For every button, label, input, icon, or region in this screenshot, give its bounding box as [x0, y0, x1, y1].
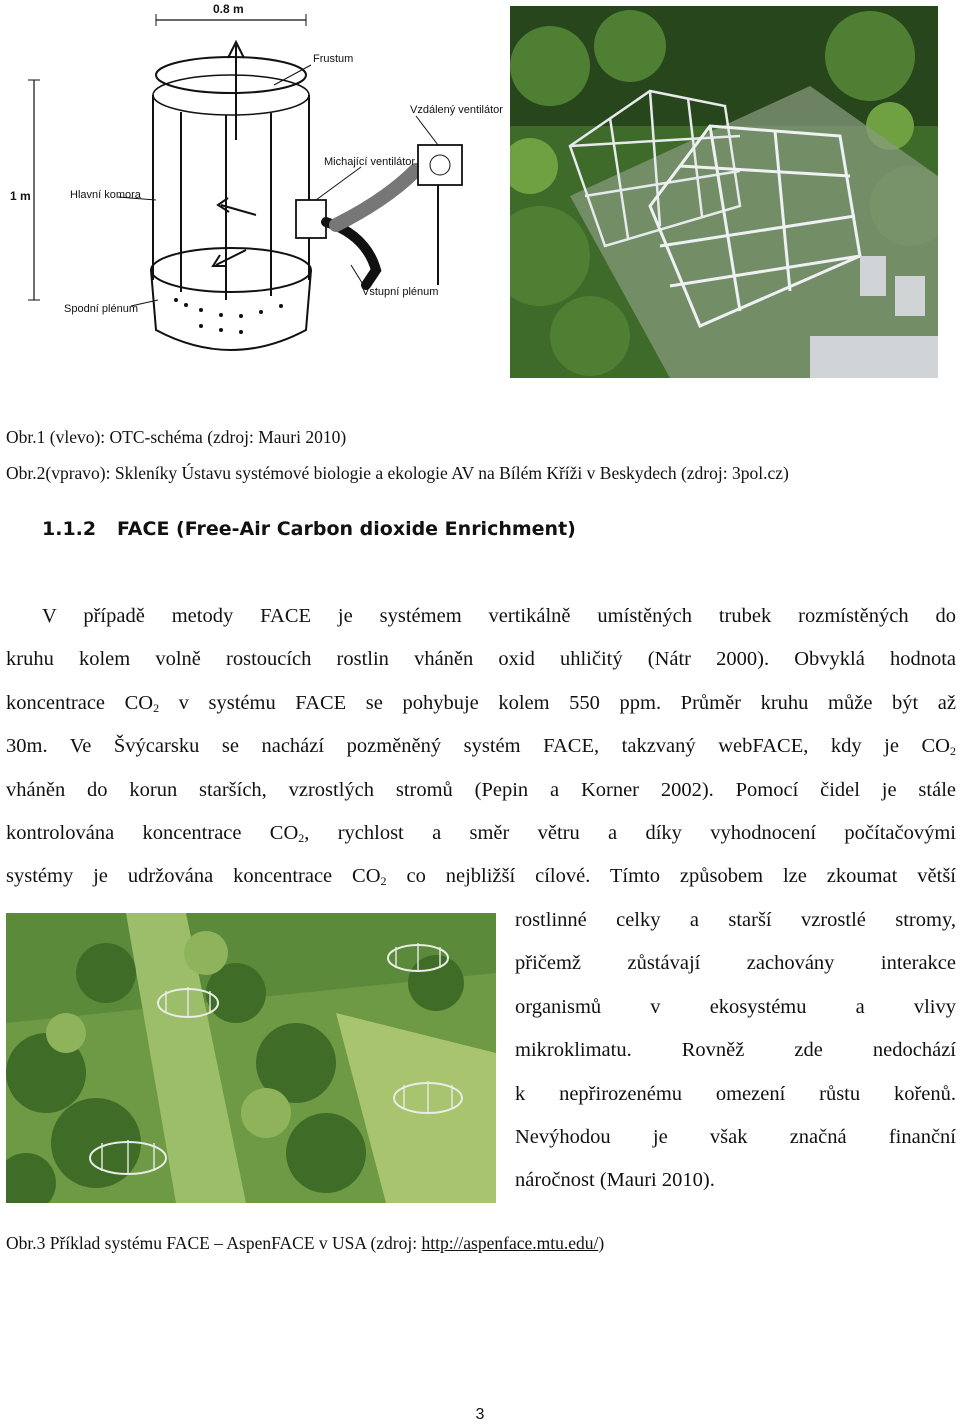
paragraph-line: kontrolována koncentrace $CO_2$, rychlost a směr větru a díky vyhodnocení počítačovými	[6, 821, 956, 845]
label-inlet-plenum: Vstupní plénum	[362, 286, 439, 298]
section-title: FACE (Free-Air Carbon dioxide Enrichment)	[117, 518, 576, 540]
paragraph-line: přičemž zůstávají zachovány interakce	[515, 952, 956, 975]
page-number: 3	[475, 1406, 485, 1423]
caption-figure-1: Obr.1 (vlevo): OTC-schéma (zdroj: Mauri 2010)	[6, 427, 347, 447]
caption-figure-2: Obr.2(vpravo): Skleníky Ústavu systémové biologie a ekologie AV na Bílém Kříži v Beskydech (zdroj: 3pol.cz)	[6, 463, 789, 483]
aspenface-link[interactable]: http://aspenface.mtu.edu/	[421, 1233, 599, 1253]
paragraph-line: 30m. Ve Švýcarsku se nachází pozměněný systém FACE, takzvaný webFACE, kdy je $CO_2$	[6, 735, 956, 759]
label-bottom-plenum: Spodní plénum	[64, 303, 138, 315]
label-frustum: Frustum	[313, 53, 354, 65]
label-main-chamber: Hlavní komora	[70, 189, 141, 201]
greenhouse-photo	[510, 6, 938, 378]
paragraph-line: koncentrace $CO_2$ v systému FACE se pohybuje kolem 550 ppm. Průměr kruhu může být až	[6, 691, 956, 715]
paragraph-line: systémy je udržována koncentrace $CO_2$ co nejbližší cílové. Tímto způsobem lze zkoumat větší	[6, 865, 956, 889]
caption-figure-3-text: Obr.3 Příklad systému FACE – AspenFACE v USA (zdroj:	[6, 1233, 422, 1253]
body-paragraph	[6, 595, 956, 899]
label-mixing-fan: Michající ventilátor	[324, 156, 416, 168]
paragraph-line: mikroklimatu. Rovněž zde nedochází	[515, 1039, 956, 1062]
paragraph-line: organismů v ekosystému a vlivy	[515, 995, 956, 1018]
paragraph-line: V případě metody FACE je systémem vertikálně umístěných trubek rozmístěných do	[42, 605, 956, 627]
section-number: 1.1.2	[42, 518, 97, 540]
paragraph-line: kruhu kolem volně rostoucích rostlin vháněn oxid uhličitý (Nátr 2000). Obvyklá hodnota	[6, 648, 956, 671]
paragraph-line: vháněn do korun starších, vzrostlých stromů (Pepin a Korner 2002). Pomocí čidel je stále	[6, 778, 956, 801]
side-paragraph	[515, 899, 956, 1203]
section-heading	[42, 518, 576, 540]
paragraph-line: rostlinné celky a starší vzrostlé stromy,	[515, 909, 956, 931]
paragraph-line: náročnost (Mauri 2010).	[515, 1169, 715, 1192]
paragraph-line: k nepřirozenému omezení růstu kořenů.	[515, 1082, 956, 1105]
width-label: 0.8 m	[213, 2, 244, 16]
caption-figure-3-end: )	[598, 1233, 605, 1253]
height-label: 1 m	[10, 189, 31, 203]
caption-figure-3	[6, 1232, 604, 1254]
otc-schematic-figure	[6, 0, 506, 380]
aspenface-photo	[6, 913, 496, 1203]
paragraph-line: Nevýhodou je však značná finanční	[515, 1125, 956, 1148]
label-far-fan: Vzdálený ventilátor	[410, 104, 503, 116]
